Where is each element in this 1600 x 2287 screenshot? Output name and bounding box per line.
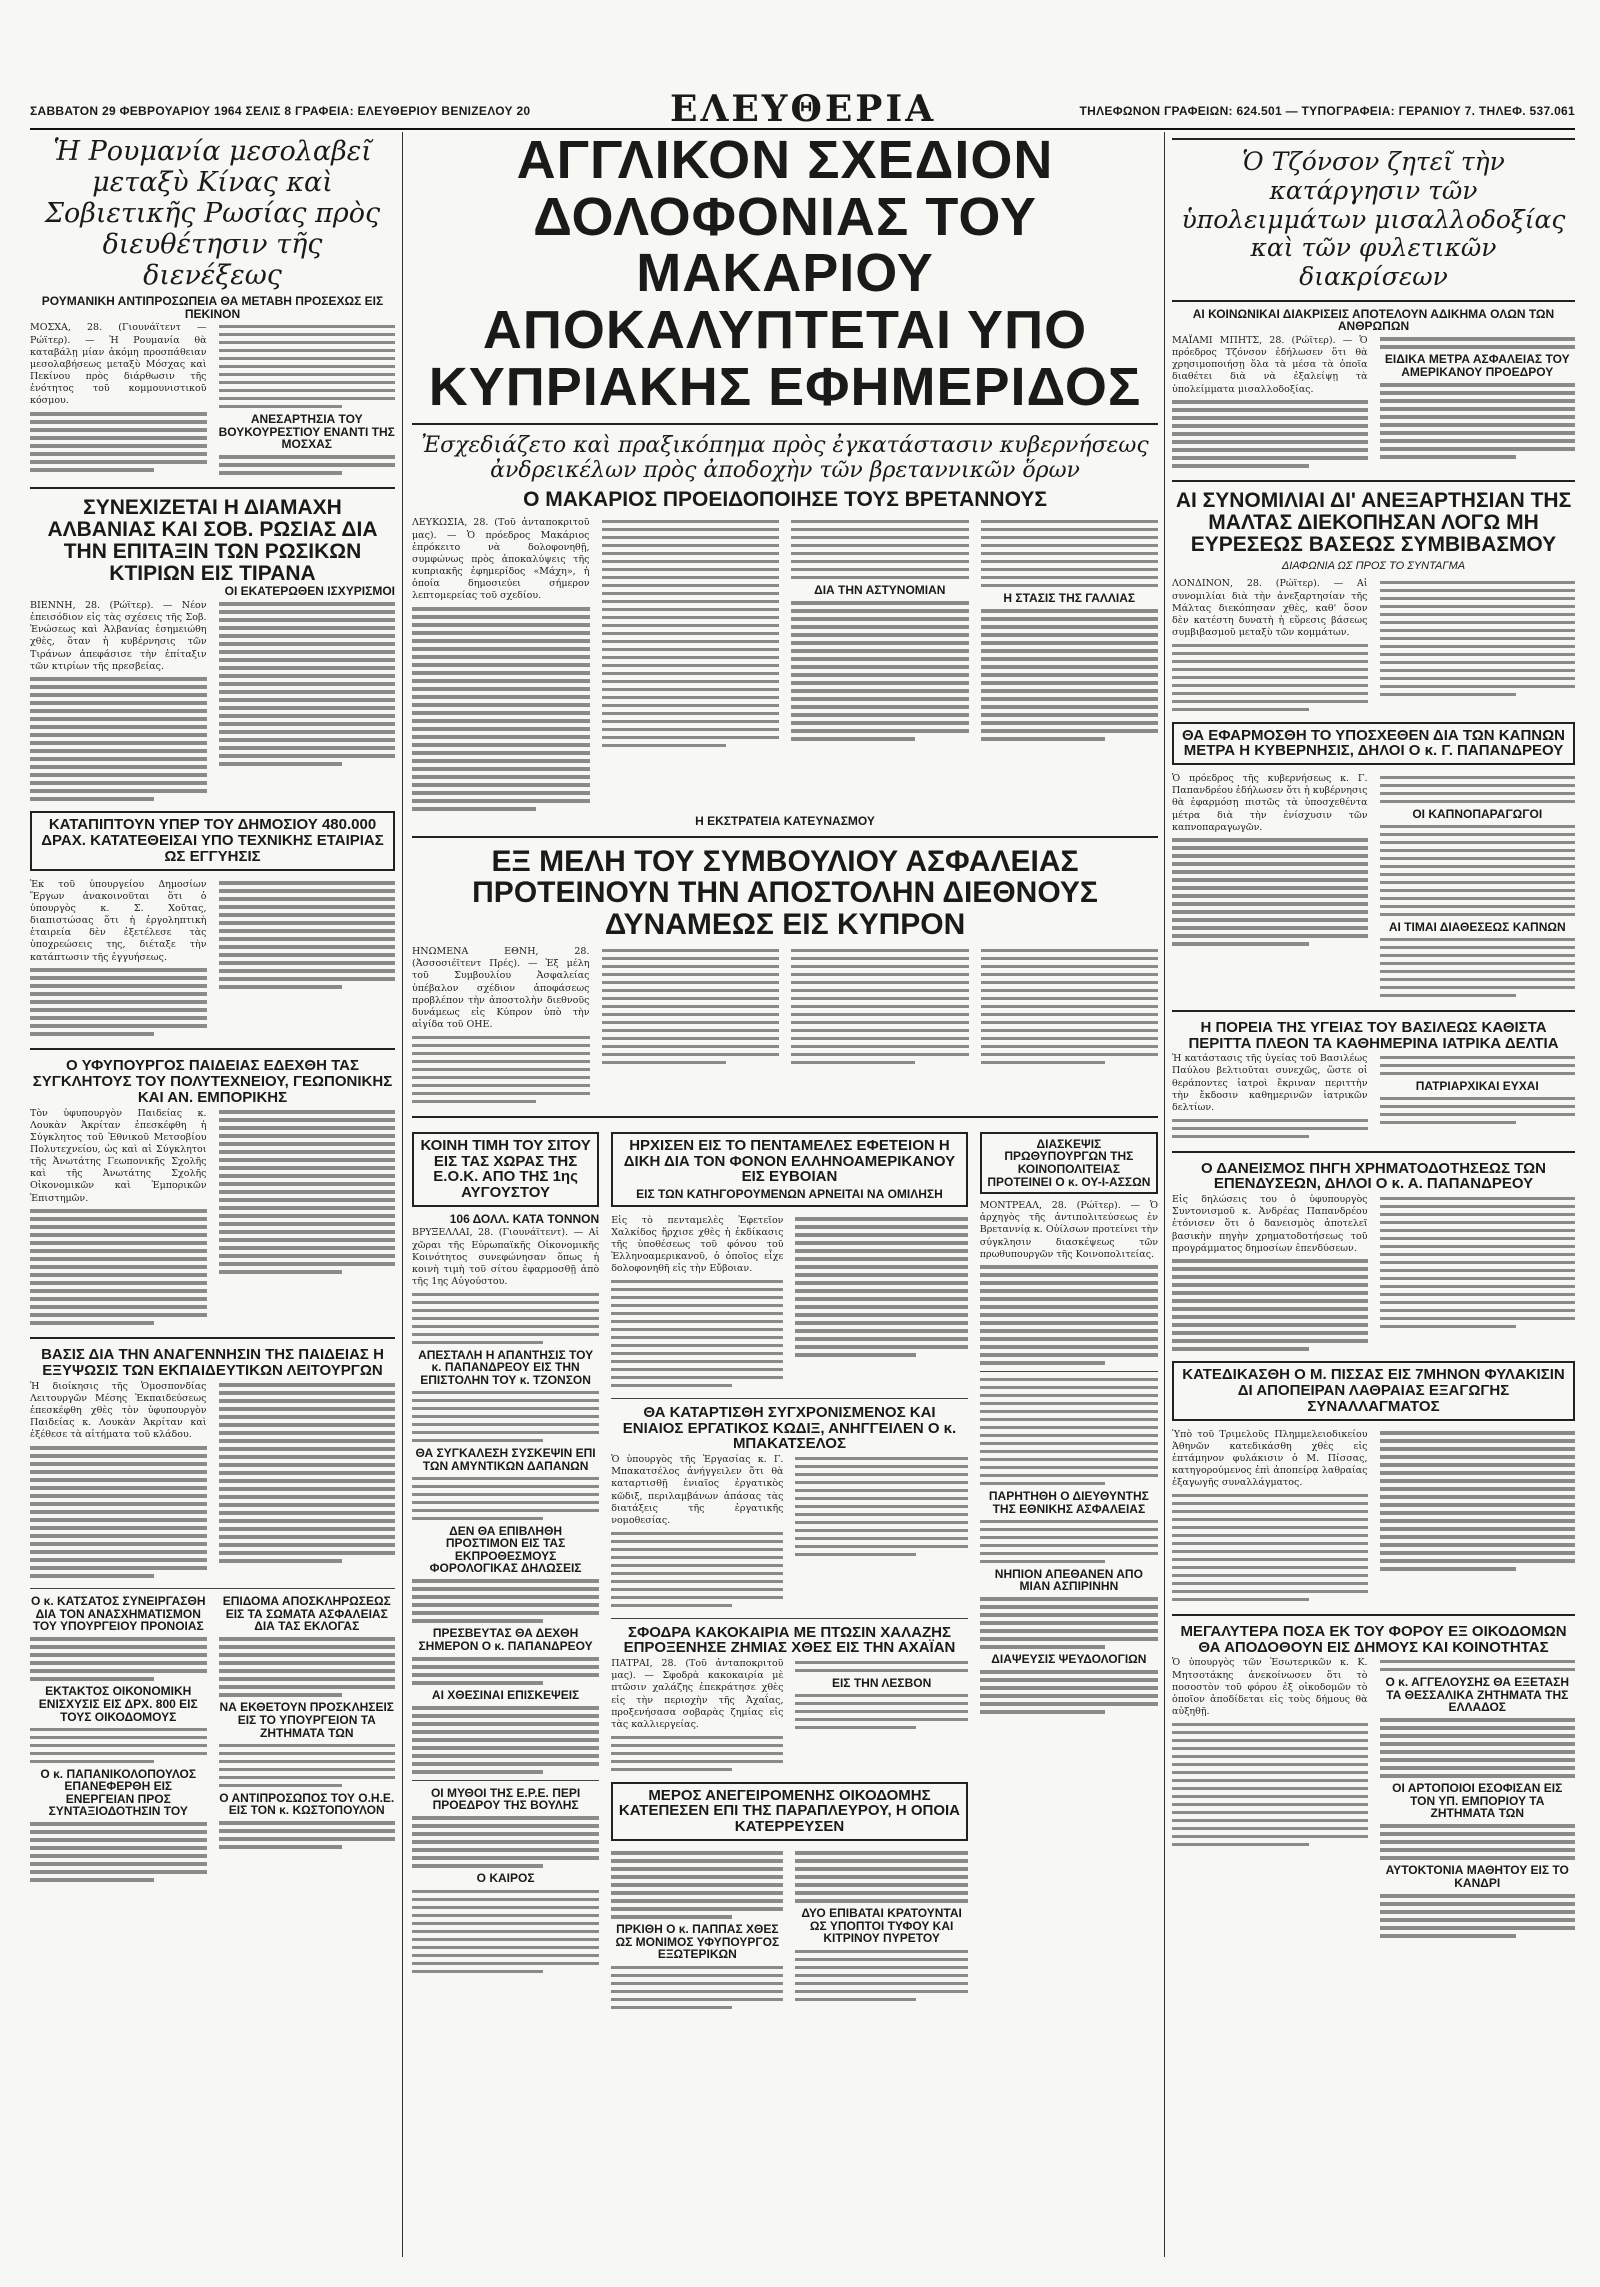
subhead-appeasement: Η ΕΚΣΤΡΑΤΕΙΑ ΚΑΤΕΥΝΑΣΜΟΥ: [695, 814, 875, 829]
article-deficit-body: Ἐκ τοῦ ὑπουργείου Δημοσίων Ἔργων ἀνακοινοῦται ὅτι ὁ ὑπουργὸς κ. Σ. Χοῦτας, διαπιστώσας ὅτι ἡ ἐργοληπτικὴ ἑταιρεία δὲν ἐξετέλεσε τὰς ὑποχρεώσεις της, διέταξε τὴν κατάπτωσιν τῆς ἐγγυήσεως.: [30, 878, 207, 963]
article-labour-body: Ὁ ὑπουργὸς τῆς Ἐργασίας κ. Γ. Μπακατσέλος ἀνήγγειλεν ὅτι θὰ καταρτισθῇ ἑνιαῖος ἐργατικὸς κῶδιξ, περιλαμβάνων ἁπάσας τὰς διατάξεις τῆς ἐργατικῆς νομοθεσίας.: [611, 1454, 784, 1526]
subhead-johnson-security: ΕΙΔΙΚΑ ΜΕΤΡΑ ΑΣΦΑΛΕΙΑΣ ΤΟΥ ΑΜΕΡΙΚΑΝΟΥ ΠΡΟΕΔΡΟΥ: [1384, 352, 1570, 380]
headline-johnson: Ὁ Τζόνσον ζητεῖ τὴν κατάργησιν τῶν ὑπολειμμάτων μισαλλοδοξίας καὶ τῶν φυλετικῶν διακρίσεων: [1181, 147, 1566, 291]
headline-trial: ΗΡΧΙΣΕΝ ΕΙΣ ΤΟ ΠΕΝΤΑΜΕΛΕΣ ΕΦΕΤΕΙΟΝ Η ΔΙΚΗ ΔΙΑ ΤΟΝ ΦΟΝΟΝ ΕΛΛΗΝΟΑΜΕΡΙΚΑΝΟΥ ΕΙΣ ΕΥΒΟΙΑΝ: [623, 1136, 956, 1186]
article-building-tax-body: Ὁ ὑπουργὸς τῶν Ἐσωτερικῶν κ. Κ. Μητσοτάκης ἀνεκοίνωσεν ὅτι τὸ ποσοστὸν τοῦ φόρου ἐξ οἰκοδομῶν τὸ ὁποῖον ἀποδίδεται εἰς τοὺς δήμους θὰ αὐξηθῇ.: [1172, 1657, 1368, 1718]
headline-albania: ΣΥΝΕΧΙΖΕΤΑΙ Η ΔΙΑΜΑΧΗ ΑΛΒΑΝΙΑΣ ΚΑΙ ΣΟΒ. ΡΩΣΙΑΣ ΔΙΑ ΤΗΝ ΕΠΙΤΑΞΙΝ ΤΩΝ ΡΩΣΙΚΩΝ ΚΤΙΡΙΩΝ ΕΙΣ ΤΙΡΑΝΑ: [47, 496, 378, 586]
headline-loan: Ο ΔΑΝΕΙΣΜΟΣ ΠΗΓΗ ΧΡΗΜΑΤΟΔΟΤΗΣΕΩΣ ΤΩΝ ΕΠΕΝΔΥΣΕΩΝ, ΔΗΛΟΙ Ο κ. Α. ΠΑΠΑΝΔΡΕΟΥ: [1201, 1159, 1546, 1193]
masthead: [30, 88, 1575, 130]
headline-commonwealth: ΔΙΑΣΚΕΨΙΣ ΠΡΩΘΥΠΟΥΡΓΩΝ ΤΗΣ ΚΟΙΝΟΠΟΛΙΤΕΙΑΣ ΠΡΟΤΕΙΝΕΙ Ο κ. ΟΥ-Ι-ΑΣΣΩΝ: [987, 1136, 1151, 1189]
main-headline: ΑΓΓΛΙΚΟΝ ΣΧΕΔΙΟΝ ΔΟΛΟΦΟΝΙΑΣ ΤΟΥ ΜΑΚΑΡΙΟΥ ΑΠΟΚΑΛΥΠΤΕΤΑΙ ΥΠΟ ΚΥΠΡΙΑΚΗΣ ΕΦΗΜΕΡΙΔΟΣ: [428, 132, 1142, 417]
article-wheat-body: ΒΡΥΞΕΛΛΑΙ, 28. (Γιουνάϊτεντ). — Αἱ χῶραι τῆς Εὐρωπαϊκῆς Οἰκονομικῆς Κοινότητος συνεφώνησαν ὅπως ἡ κοινὴ τιμὴ τοῦ σίτου ἐφαρμοσθῇ ἀπὸ τῆς 1ης Αὐγούστου.: [412, 1227, 600, 1287]
headline-deficit: ΚΑΤΑΠΙΠΤΟΥΝ ΥΠΕΡ ΤΟΥ ΔΗΜΟΣΙΟΥ 480.000 ΔΡΑΧ. ΚΑΤΑΤΕΘΕΙΣΑΙ ΥΠΟ ΤΕΧΝΙΚΗΣ ΕΤΑΙΡΙΑΣ ΩΣ ΕΓΓΥΗΣΙΣ: [41, 816, 384, 865]
article-trial-body: Εἰς τὸ πενταμελὲς Ἐφετεῖον Χαλκίδος ἤρχισε χθὲς ἡ ἐκδίκασις τῆς ὑποθέσεως τοῦ φόνου τοῦ Ἑλληνοαμερικανοῦ, ὁ ὁποῖος εἶχε δολοφονηθῆ εἰς τὴν Εὔβοιαν.: [611, 1214, 784, 1275]
newspaper-title: ΕΛΕΥΘΕΡΙΑ: [670, 88, 937, 130]
article-malta-body: ΛΟΝΔΙΝΟΝ, 28. (Ρώϊτερ). — Αἱ συνομιλίαι διὰ τὴν ἀνεξαρτησίαν τῆς Μάλτας διεκόπησαν χθὲς, καθ' ὅσον δὲν κατέστη δυνατὴ ἡ εὕρεσις βάσεως συμβιβασμοῦ μεταξὺ τῶν κομμάτων.: [1172, 578, 1368, 638]
masthead-date-line: ΣΑΒΒΑΤΟΝ 29 ΦΕΒΡΟΥΑΡΙΟΥ 1964 ΣΕΛΙΣ 8 ΓΡΑΦΕΙΑ: ΕΛΕΥΘΕΡΙΟΥ ΒΕΝΙΖΕΛΟΥ 20: [30, 104, 531, 118]
headline-angelousis: Ο κ. ΑΓΓΕΛΟΥΣΗΣ ΘΑ ΕΞΕΤΑΣΗ ΤΑ ΘΕΣΣΑΛΙΚΑ ΖΗΤΗΜΑΤΑ ΤΗΣ ΕΛΛΑΔΟΣ: [1385, 1674, 1569, 1715]
headline-building-collapse: ΜΕΡΟΣ ΑΝΕΓΕΙΡΟΜΕΝΗΣ ΟΙΚΟΔΟΜΗΣ ΚΑΤΕΠΕΣΕΝ ΕΠΙ ΤΗΣ ΠΑΡΑΠΛΕΥΡΟΥ, Η ΟΠΟΙΑ ΚΑΤΕΡΡΕΥΣΕΝ: [618, 1786, 961, 1836]
headline-student-suicide: ΑΥΤΟΚΤΟΝΙΑ ΜΑΘΗΤΟΥ ΕΙΣ ΤΟ ΚΑΝΔΡΙ: [1385, 1863, 1569, 1891]
subhead-lesvos: ΕΙΣ ΤΗΝ ΛΕΣΒΟΝ: [831, 1675, 932, 1690]
headline-katsatos: Ο κ. ΚΑΤΣΑΤΟΣ ΣΥΝΕΙΡΓΑΣΘΗ ΔΙΑ ΤΟΝ ΑΝΑΣΧΗΜΑΤΙΣΜΟΝ ΤΟΥ ΥΠΟΥΡΓΕΙΟΥ ΠΡΟΝΟΙΑΣ: [30, 1594, 206, 1634]
center-column: [412, 132, 1158, 2257]
headline-defense-spending: ΘΑ ΣΥΓΚΑΛΕΣΗ ΣΥΣΚΕΨΙΝ ΕΠΙ ΤΩΝ ΑΜΥΝΤΙΚΩΝ ΔΑΠΑΝΩΝ: [415, 1445, 596, 1473]
headline-labour-code: ΘΑ ΚΑΤΑΡΤΙΣΘΗ ΣΥΓΧΡΟΝΙΣΜΕΝΟΣ ΚΑΙ ΕΝΙΑΙΟΣ ΕΡΓΑΤΙΚΟΣ ΚΩΔΙΞ, ΑΝΗΓΓΕΙΛΕΝ Ο κ. ΜΠΑΚΑΤΣΕΛΟΣ: [622, 1403, 957, 1453]
subhead-visits: ΑΙ ΧΘΕΣΙΝΑΙ ΕΠΙΣΚΕΨΕΙΣ: [431, 1688, 580, 1703]
headline-infant-aspirin: ΝΗΠΙΟΝ ΑΠΕΘΑΝΕΝ ΑΠΟ ΜΙΑΝ ΑΣΠΙΡΙΝΗΝ: [994, 1566, 1143, 1594]
left-column: [30, 132, 395, 2257]
column-divider: [1164, 132, 1165, 2257]
headline-king-health: Η ΠΟΡΕΙΑ ΤΗΣ ΥΓΕΙΑΣ ΤΟΥ ΒΑΣΙΛΕΩΣ ΚΑΘΙΣΤΑ ΠΕΡΙΤΤΑ ΠΛΕΟΝ ΤΑ ΚΑΘΗΜΕΡΙΝΑ ΙΑΤΡΙΚΑ ΔΕΛΤΙΑ: [1188, 1018, 1559, 1052]
subhead-tobacco-prices: ΑΙ ΤΙΜΑΙ ΔΙΑΘΕΣΕΩΣ ΚΑΠΝΩΝ: [1388, 919, 1566, 934]
headline-tax-penalty: ΔΕΝ ΘΑ ΕΠΙΒΛΗΘΗ ΠΡΟΣΤΙΜΟΝ ΕΙΣ ΤΑΣ ΕΚΠΡΟΘΕΣΜΟΥΣ ΦΟΡΟΛΟΓΙΚΑΣ ΔΗΛΩΣΕΙΣ: [429, 1523, 582, 1576]
headline-paideia: ΒΑΣΙΣ ΔΙΑ ΤΗΝ ΑΝΑΓΕΝΝΗΣΙΝ ΤΗΣ ΠΑΙΔΕΙΑΣ Η ΕΞΥΨΩΣΙΣ ΤΩΝ ΕΚΠΑΙΔΕΥΤΙΚΩΝ ΛΕΙΤΟΥΡΓΩΝ: [41, 1346, 384, 1380]
headline-polytechnic: Ο ΥΦΥΠΟΥΡΓΟΣ ΠΑΙΔΕΙΑΣ ΕΔΕΧΘΗ ΤΑΣ ΣΥΓΚΛΗΤΟΥΣ ΤΟΥ ΠΟΛΥΤΕΧΝΕΙΟΥ, ΓΕΩΠΟΝΙΚΗΣ ΚΑΙ ΑΝ. ΕΜΠΟΡΙΚΗΣ: [32, 1057, 393, 1106]
subhead-patriarch: ΠΑΤΡΙΑΡΧΙΚΑΙ ΕΥΧΑΙ: [1415, 1078, 1539, 1093]
headline-pappas: ΠΡΚΙΘΗ Ο κ. ΠΑΠΠΑΣ ΧΘΕΣ ΩΣ ΜΟΝΙΜΟΣ ΥΦΥΠΟΥΡΓΟΣ ΕΞΩΤΕΡΙΚΩΝ: [615, 1922, 780, 1962]
article-tobacco-body: Ὁ πρόεδρος τῆς κυβερνήσεως κ. Γ. Παπανδρέου ἐδήλωσεν ὅτι ἡ κυβέρνησις θὰ ἐφαρμόσῃ πιστῶς τὰ ὑποσχεθέντα μέτρα διὰ τὴν ἐνίσχυσιν τῶν καπνοπαραγωγῶν.: [1172, 773, 1368, 833]
headline-security-allowance: ΕΠΙΔΟΜΑ ΑΠΟΣΚΛΗΡΩΣΕΩΣ ΕΙΣ ΤΑ ΣΩΜΑΤΑ ΑΣΦΑΛΕΙΑΣ ΔΙΑ ΤΑΣ ΕΚΛΟΓΑΣ: [222, 1594, 391, 1634]
article-rumania-body: ΜΟΣΧΑ, 28. (Γιουνάϊτεντ — Ρώϊτερ). — Ἡ Ρουμανία θὰ καταβάλῃ μίαν ἀκόμη προσπάθειαν μεσολαβήσεως μεταξὺ Μόσχας καὶ Πεκίνου πρὸς διάρθωσιν τῆς ἑνότητος τοῦ κομμουνιστικοῦ κόσμου.: [30, 322, 207, 407]
subhead-wheat-price: 106 ΔΟΛΛ. ΚΑΤΑ ΤΟΝΝΟΝ: [449, 1211, 600, 1226]
article-pissas-body: Ὑπὸ τοῦ Τριμελοῦς Πλημμελειοδικείου Ἀθηνῶν κατεδικάσθη χθὲς εἰς ἑπτάμηνον φυλάκισιν ὁ Μ. Πίσσας, κατηγορούμενος ἐπὶ ἀποπείρᾳ λαθραίας ἐξαγωγῆς συναλλάγματος.: [1172, 1428, 1368, 1489]
subhead-france: Η ΣΤΑΣΙΣ ΤΗΣ ΓΑΛΛΙΑΣ: [1003, 590, 1136, 605]
subhead-johnson: ΑΙ ΚΟΙΝΩΝΙΚΑΙ ΔΙΑΚΡΙΣΕΙΣ ΑΠΟΤΕΛΟΥΝ ΑΔΙΚΗΜΑ ΟΛΩΝ ΤΩΝ ΑΝΘΡΩΠΩΝ: [1192, 306, 1555, 334]
headline-bakers: ΟΙ ΑΡΤΟΠΟΙΟΙ ΕΣΟΦΙΣΑΝ ΕΙΣ ΤΟΝ ΥΠ. ΕΜΠΟΡΙΟΥ ΤΑ ΖΗΤΗΜΑΤΑ ΤΩΝ: [1392, 1781, 1563, 1821]
article-main-body: ΛΕΥΚΩΣΙΑ, 28. (Τοῦ ἀνταποκριτοῦ μας). — Ὁ πρόεδρος Μακάριος ἐπρόκειτο νὰ δολοφονηθῇ, συμφώνως πρὸς ἀποκαλύψεις τῆς κυπριακῆς ἐφημερίδος «Μάχη», ἡ ὁποία δημοσιεύει σήμερον λεπτομερείας τοῦ σχεδίου.: [412, 517, 590, 602]
article-security-body: ΗΝΩΜΕΝΑ ΕΘΝΗ, 28. (Ἀσσοσιέϊτεντ Πρές). — Ἐξ μέλη τοῦ Συμβουλίου Ἀσφαλείας ὑπέβαλον σχέδιον ἀποφάσεως προβλέπον τὴν ἀποστολὴν διεθνοῦς δυνάμεως εἰς Κύπρον ὑπὸ τὴν αἰγίδα τοῦ ΟΗΕ.: [412, 946, 590, 1031]
headline-rumania: Ἡ Ρουμανία μεσολαβεῖ μεταξὺ Κίνας καὶ Σοβιετικῆς Ρωσίας πρὸς διευθέτησιν τῆς διενέξεως: [44, 136, 381, 292]
subhead-police: ΔΙΑ ΤΗΝ ΑΣΤΥΝΟΜΙΑΝ: [814, 582, 946, 597]
headline-papanikolopoulos: Ο κ. ΠΑΠΑΝΙΚΟΛΟΠΟΥΛΟΣ ΕΠΑΝΕΦΕΡΘΗ ΕΙΣ ΕΝΕΡΓΕΙΑΝ ΠΡΟΣ ΣΥΝΤΑΞΙΟΔΟΤΗΣΙΝ ΤΟΥ: [40, 1766, 197, 1819]
subhead-rumania: ΡΟΥΜΑΝΙΚΗ ΑΝΤΙΠΡΟΣΩΠΕΙΑ ΘΑ ΜΕΤΑΒΗ ΠΡΟΣΕΧΩΣ ΕΙΣ ΠΕΚΙΝΟΝ: [41, 294, 384, 321]
article-albania-body: ΒΙΕΝΝΗ, 28. (Ρώϊτερ). — Νέον ἐπεισόδιον εἰς τὰς σχέσεις τῆς Σοβ. Ἑνώσεως καὶ Ἀλβανίας ἐσημειώθη χθὲς, ὅταν ἡ κυβέρνησις τῶν Τιράνων ἀπεφάσισε τὴν ἐπίταξιν τῶν κτιρίων τῆς πρεσβείας.: [30, 599, 207, 672]
headline-builders-aid: ΕΚΤΑΚΤΟΣ ΟΙΚΟΝΟΜΙΚΗ ΕΝΙΣΧΥΣΙΣ ΕΙΣ ΔΡΧ. 800 ΕΙΣ ΤΟΥΣ ΟΙΚΟΔΟΜΟΥΣ: [38, 1684, 198, 1724]
article-king-body: Ἡ κατάστασις τῆς ὑγείας τοῦ Βασιλέως Παύλου βελτιοῦται συνεχῶς, ὥστε οἱ θεράποντες ἰατροὶ ἔκριναν περιττὴν τὴν ἔκδοσιν καθημερινῶν ἰατρικῶν δελτίων.: [1172, 1053, 1368, 1113]
headline-hailstorm: ΣΦΟΔΡΑ ΚΑΚΟΚΑΙΡΙΑ ΜΕ ΠΤΩΣΙΝ ΧΑΛΑΖΗΣ ΕΠΡΟΞΕΝΗΣΕ ΖΗΜΙΑΣ ΧΘΕΣ ΕΙΣ ΤΗΝ ΑΧΑΪΑΝ: [623, 1623, 956, 1657]
headline-pissas: ΚΑΤΕΔΙΚΑΣΘΗ Ο Μ. ΠΙΣΣΑΣ ΕΙΣ 7ΜΗΝΟΝ ΦΥΛΑΚΙΣΙΝ ΔΙ ΑΠΟΠΕΙΡΑΝ ΛΑΘΡΑΙΑΣ ΕΞΑΓΩΓΗΣ ΣΥΝΑΛΛΑΓΜΑΤΟΣ: [1182, 1366, 1565, 1415]
headline-fever: ΔΥΟ ΕΠΙΒΑΤΑΙ ΚΡΑΤΟΥΝΤΑΙ ΩΣ ΥΠΟΠΤΟΙ ΤΥΦΟΥ ΚΑΙ ΚΙΤΡΙΝΟΥ ΠΥΡΕΤΟΥ: [801, 1906, 962, 1946]
headline-ere-myths: ΟΙ ΜΥΘΟΙ ΤΗΣ Ε.Ρ.Ε. ΠΕΡΙ ΠΡΟΕΔΡΟΥ ΤΗΣ ΒΟΥΛΗΣ: [430, 1785, 581, 1813]
article-hail-body: ΠΑΤΡΑΙ, 28. (Τοῦ ἀνταποκριτοῦ μας). — Σφοδρὰ κακοκαιρία μὲ πτῶσιν χαλάζης ἐπεκράτησε χθὲς εἰς τὴν περιοχὴν τῆς Ἀχαΐας, προξενήσασα σοβαρὰς ζημίας εἰς τὰς καλλιεργείας.: [611, 1658, 784, 1730]
article-commonwealth-body: ΜΟΝΤΡΕΑΛ, 28. (Ρώϊτερ). — Ὁ ἀρχηγὸς τῆς ἀντιπολιτεύσεως ἐν Βρεταννίᾳ κ. Οὐίλσων προτείνει τὴν σύγκλησιν διασκέψεως τῶν πρωθυπουργῶν τῆς Κοινοπολιτείας.: [979, 1200, 1158, 1260]
main-subhead: Ο ΜΑΚΑΡΙΟΣ ΠΡΟΕΙΔΟΠΟΙΗΣΕ ΤΟΥΣ ΒΡΕΤΑΝΝΟΥΣ: [523, 488, 1047, 512]
subhead-bucharest: ΑΝΕΣΑΡΤΗΣΙΑ ΤΟΥ ΒΟΥΚΟΥΡΕΣΤΙΟΥ ΕΝΑΝΤΙ ΤΗΣ ΜΟΣΧΑΣ: [218, 411, 395, 452]
headline-weather: Ο ΚΑΙΡΟΣ: [476, 1871, 535, 1886]
article-polytechnic-body: Τὸν ὑφυπουργὸν Παιδείας κ. Λουκὰν Ἀκρίταν ἐπεσκέφθη ἡ Σύγκλητος τοῦ Ἐθνικοῦ Μετσοβίου Πολυτεχνείου, ὡς καὶ αἱ Σύγκλητοι τῆς Ἀνωτάτης Γεωπονικῆς Σχολῆς καὶ τῆς Ἀνωτάτης Σχολῆς Οἰκονομικῶν καὶ Ἐμπορικῶν Ἐπιστημῶν.: [30, 1107, 207, 1204]
headline-un-representative: Ο ΑΝΤΙΠΡΟΣΩΠΟΣ ΤΟΥ Ο.Η.Ε. ΕΙΣ ΤΟΝ κ. ΚΩΣΤΟΠΟΥΛΟΝ: [219, 1790, 395, 1818]
subhead-albania: ΟΙ ΕΚΑΤΕΡΩΘΕΝ ΙΣΧΥΡΙΣΜΟΙ: [224, 584, 395, 599]
headline-security-director: ΠΑΡΗΤΗΘΗ Ο ΔΙΕΥΘΥΝΤΗΣ ΤΗΣ ΕΘΝΙΚΗΣ ΑΣΦΑΛΕΙΑΣ: [988, 1488, 1149, 1516]
headline-invitations: ΝΑ ΕΚΘΕΤΟΥΝ ΠΡΟΣΚΛΗΣΕΙΣ ΕΙΣ ΤΟ ΥΠΟΥΡΓΕΙΟΝ ΤΑ ΖΗΤΗΜΑΤΑ ΤΩΝ: [219, 1700, 395, 1740]
subhead-tobacco-growers: ΟΙ ΚΑΠΝΟΠΑΡΑΓΩΓΟΙ: [1412, 806, 1543, 821]
article-paideia-body: Ἡ διοίκησις τῆς Ὁμοσπονδίας Λειτουργῶν Μέσης Ἐκπαιδεύσεως ἐπεσκέφθη χθὲς τὸν ὑφυπουργὸν Παιδείας κ. Λουκὰν Ἀκρίταν καὶ ἐξέθεσε τὰ αἰτήματα τοῦ κλάδου.: [30, 1380, 207, 1441]
subhead-trial: ΕΙΣ ΤΩΝ ΚΑΤΗΓΟΡΟΥΜΕΝΩΝ ΑΡΝΕΙΤΑΙ ΝΑ ΟΜΙΛΗΣΗ: [636, 1187, 943, 1202]
headline-ambassadors: ΠΡΕΣΒΕΥΤΑΣ ΘΑ ΔΕΧΘΗ ΣΗΜΕΡΟΝ Ο κ. ΠΑΠΑΝΔΡΕΟΥ: [418, 1626, 593, 1654]
right-column: [1172, 132, 1575, 2257]
article-loan-body: Εἰς δηλώσεις του ὁ ὑφυπουργὸς Συντονισμοῦ κ. Ἀνδρέας Παπανδρέου ἐτόνισεν ὅτι ὁ δανεισμὸς ἀποτελεῖ βασικὴν πηγὴν χρηματοδοτήσεως τοῦ προγράμματος δημοσίων ἐπενδύσεων.: [1172, 1194, 1368, 1254]
headline-security-council: ΕΞ ΜΕΛΗ ΤΟΥ ΣΥΜΒΟΥΛΙΟΥ ΑΣΦΑΛΕΙΑΣ ΠΡΟΤΕΙΝΟΥΝ ΤΗΝ ΑΠΟΣΤΟΛΗΝ ΔΙΕΘΝΟΥΣ ΔΥΝΑΜΕΩΣ ΕΙΣ ΚΥΠΡΟΝ: [472, 844, 1098, 941]
headline-wheat-price: ΚΟΙΝΗ ΤΙΜΗ ΤΟΥ ΣΙΤΟΥ ΕΙΣ ΤΑΣ ΧΩΡΑΣ ΤΗΣ Ε.Ο.Κ. ΑΠΟ ΤΗΣ 1ης ΑΥΓΟΥΣΤΟΥ: [420, 1136, 591, 1202]
headline-tobacco: ΘΑ ΕΦΑΡΜΟΣΘΗ ΤΟ ΥΠΟΣΧΕΘΕΝ ΔΙΑ ΤΩΝ ΚΑΠΝΩΝ ΜΕΤΡΑ Η ΚΥΒΕΡΝΗΣΙΣ, ΔΗΛΟΙ Ο κ. Γ. ΠΑΠΑΝΔΡΕΟΥ: [1182, 726, 1565, 760]
headline-malta: ΑΙ ΣΥΝΟΜΙΛΙΑΙ ΔΙ' ΑΝΕΞΑΡΤΗΣΙΑΝ ΤΗΣ ΜΑΛΤΑΣ ΔΙΕΚΟΠΗΣΑΝ ΛΟΓΩ ΜΗ ΕΥΡΕΣΕΩΣ ΒΑΣΕΩΣ ΣΥΜΒΙΒΑΣΜΟΥ: [1175, 489, 1572, 557]
subhead-malta: ΔΙΑΦΩΝΙΑ ΩΣ ΠΡΟΣ ΤΟ ΣΥΝΤΑΓΜΑ: [1281, 560, 1466, 573]
article-johnson-body: ΜΑΪΑΜΙ ΜΠΗΤΣ, 28. (Ρώϊτερ). — Ὁ πρόεδρος Τζόνσον ἐδήλωσεν ὅτι θὰ χρησιμοποιήσῃ ὅλα τὰ μέσα τὰ ὁποῖα διαθέτει διὰ νὰ ἐξαλείψῃ τὰ ὑπολείμματα μισαλλοδοξίας.: [1172, 334, 1368, 395]
masthead-phone-line: ΤΗΛΕΦΩΝΟΝ ΓΡΑΦΕΙΩΝ: 624.501 — ΤΥΠΟΓΡΑΦΕΙΑ: ΓΕΡΑΝΙΟΥ 7. ΤΗΛΕΦ. 537.061: [1079, 104, 1575, 118]
headline-papandreou-reply: ΑΠΕΣΤΑΛΗ Η ΑΠΑΝΤΗΣΙΣ ΤΟΥ κ. ΠΑΠΑΝΔΡΕΟΥ ΕΙΣ ΤΗΝ ΕΠΙΣΤΟΛΗΝ ΤΟΥ κ. ΤΖΟΝΣΟΝ: [418, 1347, 594, 1387]
column-divider: [402, 132, 403, 2257]
headline-building-tax: ΜΕΓΑΛΥΤΕΡΑ ΠΟΣΑ ΕΚ ΤΟΥ ΦΟΡΟΥ ΕΞ ΟΙΚΟΔΟΜΩΝ ΘΑ ΑΠΟΔΟΘΟΥΝ ΕΙΣ ΔΗΜΟΥΣ ΚΑΙ ΚΟΙΝΟΤΗΤΑΣ: [1180, 1622, 1567, 1656]
headline-denial: ΔΙΑΨΕΥΣΙΣ ΨΕΥΔΟΛΟΓΙΩΝ: [991, 1652, 1147, 1667]
main-deck: Ἐσχεδιάζετο καὶ πραξικόπημα πρὸς ἐγκατάστασιν κυβερνήσεως ἀνδρεικέλων πρὸς ἀποδοχὴν τῶν βρεταννικῶν ὅρων: [421, 433, 1149, 484]
